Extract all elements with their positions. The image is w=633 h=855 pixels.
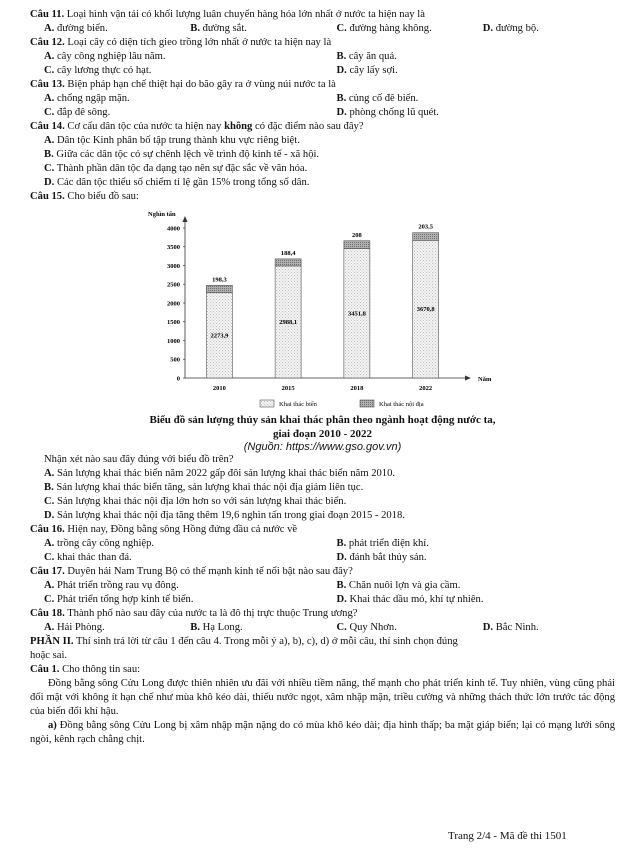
option-text: Khai thác dầu mỏ, khí tự nhiên. xyxy=(349,594,484,605)
options-q16-row1 xyxy=(30,537,615,551)
option-c[interactable] xyxy=(30,495,615,509)
y-tick-label: 1500 xyxy=(167,319,180,327)
options-q12-row1 xyxy=(30,50,615,64)
y-tick-label: 2500 xyxy=(167,281,180,289)
question-16 xyxy=(30,523,615,537)
question-11 xyxy=(30,8,615,22)
option-letter: B. xyxy=(336,51,347,62)
question-number: Câu 1. xyxy=(30,664,60,675)
question-number: Câu 14. xyxy=(30,121,65,132)
option-d[interactable] xyxy=(323,551,616,565)
option-text: Dân tộc Kinh phân bố tập trung thành khu vực riêng biệt. xyxy=(56,135,300,146)
question-text: Cơ cấu dân tộc của nước ta hiện nay xyxy=(64,121,225,132)
option-letter: D. xyxy=(482,23,494,34)
bar-segment xyxy=(344,241,370,249)
exam-page xyxy=(30,8,615,747)
option-letter: A. xyxy=(44,622,55,633)
option-letter: B. xyxy=(44,482,54,493)
option-d[interactable] xyxy=(323,64,616,78)
part-2-heading-cont: hoặc sai. xyxy=(30,650,68,661)
chart-source: (Nguồn: https://www.gso.gov.vn) xyxy=(243,441,402,453)
option-text: Hạ Long. xyxy=(202,622,243,633)
legend-label: Khai thác biển xyxy=(279,401,317,408)
option-letter: C. xyxy=(44,107,55,118)
option-a[interactable] xyxy=(30,92,323,106)
option-c[interactable] xyxy=(30,551,323,565)
option-letter: B. xyxy=(190,622,200,633)
option-letter: B. xyxy=(44,149,54,160)
option-letter: B. xyxy=(336,580,347,591)
option-letter: B. xyxy=(336,538,347,549)
option-letter: C. xyxy=(44,163,55,174)
y-tick-label: 3500 xyxy=(167,244,180,252)
option-text: cây lương thực có hạt. xyxy=(56,65,152,76)
option-letter: C. xyxy=(336,622,347,633)
option-text: đắp đê sông. xyxy=(56,107,111,118)
option-letter: A. xyxy=(44,135,55,146)
x-axis-arrow xyxy=(465,376,471,381)
options-q17-row2 xyxy=(30,593,615,607)
page-footer: Trang 2/4 - Mã đề thi 1501 xyxy=(448,830,567,842)
question-emphasis: không xyxy=(224,121,253,132)
bar-segment xyxy=(275,259,301,266)
question-17 xyxy=(30,565,615,579)
part-label: PHẦN II. xyxy=(30,636,74,647)
question-number: Câu 16. xyxy=(30,524,65,535)
question-number: Câu 15. xyxy=(30,191,65,202)
option-text: cây lấy sợi. xyxy=(349,65,398,76)
option-letter: A. xyxy=(44,538,55,549)
legend-label: Khai thác nội địa xyxy=(379,401,424,408)
option-letter: B. xyxy=(336,93,347,104)
option-text: củng cố đê biển. xyxy=(348,93,419,104)
option-b[interactable] xyxy=(176,22,322,36)
option-letter: A. xyxy=(44,468,55,479)
question-15-prompt: Nhận xét nào sau đây đúng với biểu đồ trên? xyxy=(44,454,234,465)
legend-swatch xyxy=(360,400,374,407)
options-q13-row2 xyxy=(30,106,615,120)
x-tick-label: 2022 xyxy=(419,385,433,392)
option-letter: A. xyxy=(44,23,55,34)
option-text: Hải Phòng. xyxy=(56,622,105,633)
option-b[interactable] xyxy=(30,148,615,162)
question-text: Duyên hải Nam Trung Bộ có thế mạnh kinh tế nổi bật nào sau đây? xyxy=(64,566,353,577)
option-letter: C. xyxy=(44,552,55,563)
question-15 xyxy=(30,190,615,204)
x-tick-label: 2015 xyxy=(281,385,295,392)
option-text: Thành phần dân tộc đa dạng tạo nên sự đặc sắc về văn hóa. xyxy=(56,163,308,174)
data-label: 188,4 xyxy=(280,249,296,257)
option-a[interactable] xyxy=(30,22,176,36)
option-letter: A. xyxy=(44,51,55,62)
option-text: Chăn nuôi lợn và gia cầm. xyxy=(348,580,461,591)
stacked-bar-chart xyxy=(30,206,615,414)
x-axis-label: Năm xyxy=(478,376,492,383)
option-text: chống ngập mặn. xyxy=(56,93,130,104)
x-tick-label: 2018 xyxy=(350,385,364,392)
option-text: đường hàng không. xyxy=(349,23,432,34)
question-text: Cho thông tin sau: xyxy=(59,664,141,675)
question-number: Câu 12. xyxy=(30,37,65,48)
question-text: Biện pháp hạn chế thiệt hại do bão gây ra ở vùng núi nước ta là xyxy=(64,79,336,90)
option-a[interactable] xyxy=(30,579,323,593)
option-text: trồng cây công nghiệp. xyxy=(56,538,155,549)
question-18 xyxy=(30,607,615,621)
option-letter: C. xyxy=(44,594,55,605)
option-text: Phát triển tổng hợp kinh tế biển. xyxy=(56,594,194,605)
option-text: Quy Nhơn. xyxy=(349,622,397,633)
option-d[interactable] xyxy=(469,621,615,635)
option-letter: D. xyxy=(336,552,347,563)
option-letter: C. xyxy=(44,65,55,76)
option-text: Sản lượng khai thác biển tăng, sản lượng khai thác nội địa giảm liên tục. xyxy=(56,482,364,493)
option-text: phòng chống lũ quét. xyxy=(349,107,439,118)
options-q13-row1 xyxy=(30,92,615,106)
y-tick-label: 2000 xyxy=(167,300,180,308)
part-instruction: Thí sinh trả lời từ câu 1 đến câu 4. Trong mỗi ý a), b), c), d) ở mỗi câu, thí sinh chọn đúng xyxy=(73,636,458,647)
option-letter: A. xyxy=(44,93,55,104)
question-text: Loại cây có diện tích gieo trồng lớn nhất ở nước ta hiện nay là xyxy=(64,37,332,48)
option-text: Giữa các dân tộc có sự chênh lệch về trình độ kinh tế - xã hội. xyxy=(56,149,320,160)
option-text: đánh bắt thủy sản. xyxy=(349,552,427,563)
chart-area xyxy=(30,206,615,414)
x-tick-label: 2010 xyxy=(212,385,226,392)
option-a[interactable] xyxy=(30,50,323,64)
question-12 xyxy=(30,36,615,50)
data-label: 2273,9 xyxy=(210,332,229,340)
option-letter: C. xyxy=(44,496,55,507)
option-text: cây công nghiệp lâu năm. xyxy=(56,51,166,62)
option-letter: D. xyxy=(336,107,347,118)
option-text: cây ăn quả. xyxy=(348,51,397,62)
question-text: Thành phố nào sau đây của nước ta là đô thị trực thuộc Trung ương? xyxy=(64,608,358,619)
option-d[interactable] xyxy=(469,22,615,36)
option-c[interactable] xyxy=(30,162,615,176)
option-letter: D. xyxy=(44,510,55,521)
option-text: đường sắt. xyxy=(202,23,247,34)
option-letter: D. xyxy=(482,622,494,633)
option-text: Sản lượng khai thác biển năm 2022 gấp đôi sản lượng khai thác biển năm 2010. xyxy=(56,468,396,479)
y-axis-label: Nghìn tấn xyxy=(148,211,176,218)
option-b[interactable] xyxy=(323,537,616,551)
option-text: đường biển. xyxy=(56,23,108,34)
bar-segment xyxy=(413,233,439,241)
option-text: phát triển điện khí. xyxy=(348,538,429,549)
option-a[interactable] xyxy=(30,134,615,148)
option-text: Phát triển trồng rau vụ đông. xyxy=(56,580,179,591)
options-q11 xyxy=(30,22,615,36)
option-b[interactable] xyxy=(30,481,615,495)
part-2-heading xyxy=(30,635,615,649)
option-text: Sản lượng khai thác nội địa lớn hơn so với sản lượng khai thác biển. xyxy=(56,496,347,507)
data-label: 3451,8 xyxy=(347,310,366,318)
option-text: Bắc Ninh. xyxy=(495,622,539,633)
option-letter: D. xyxy=(44,177,55,188)
question-text: Loại hình vận tải có khối lượng luân chuyển hàng hóa lớn nhất ở nước ta hiện nay là xyxy=(64,9,425,20)
y-tick-label: 1000 xyxy=(167,337,180,345)
data-label: 3670,8 xyxy=(416,306,435,314)
question-number: Câu 17. xyxy=(30,566,65,577)
statement-a[interactable] xyxy=(30,719,615,747)
question-number: Câu 18. xyxy=(30,608,65,619)
question-text: có đặc điểm nào sau đây? xyxy=(252,121,364,132)
option-c[interactable] xyxy=(30,593,323,607)
option-text: đường bộ. xyxy=(495,23,539,34)
chart-title-line-1: Biểu đồ sản lượng thủy sản khai thác phân theo ngành hoạt động nước ta, xyxy=(149,414,496,426)
chart-title-line-2: giai đoạn 2010 - 2022 xyxy=(272,427,372,440)
option-d[interactable] xyxy=(30,509,615,523)
options-q18 xyxy=(30,621,615,635)
options-q17-row1 xyxy=(30,579,615,593)
data-label: 2988,1 xyxy=(279,318,298,326)
y-tick-label: 4000 xyxy=(167,225,180,233)
option-b[interactable] xyxy=(323,92,616,106)
part-2-question-1 xyxy=(30,663,615,677)
option-d[interactable] xyxy=(323,106,616,120)
y-tick-label: 500 xyxy=(170,356,180,364)
data-label: 198,3 xyxy=(212,276,227,284)
option-c[interactable] xyxy=(30,106,323,120)
option-text: Các dân tộc thiểu số chiếm tỉ lệ gần 15% trong tổng số dân. xyxy=(56,177,310,188)
question-14 xyxy=(30,120,615,134)
info-paragraph: Đồng bằng sông Cửu Long được thiên nhiên ưu đãi với nhiều tiềm năng, thế mạnh cho phát triển kinh tế. Tuy nhiên, vùng cũng phải đối mặt với không ít hạn chế như mùa khô kéo dài, thiếu nước ngọt, xâm nhập mặn, triều cường và những thách thức lớn trước tác động của biến đổi khí hậu. xyxy=(30,678,615,717)
option-b[interactable] xyxy=(323,579,616,593)
option-a[interactable] xyxy=(30,467,615,481)
y-tick-label: 0 xyxy=(176,375,180,383)
data-label: 203,5 xyxy=(418,223,433,231)
option-a[interactable] xyxy=(30,537,323,551)
option-text: khai thác than đá. xyxy=(56,552,132,563)
question-number: Câu 13. xyxy=(30,79,65,90)
option-c[interactable] xyxy=(323,22,469,36)
option-text: Sản lượng khai thác nội địa tăng thêm 19,6 nghìn tấn trong giai đoạn 2015 - 2018. xyxy=(56,510,405,521)
option-letter: D. xyxy=(336,594,347,605)
options-q16-row2 xyxy=(30,551,615,565)
option-b[interactable] xyxy=(323,50,616,64)
option-letter: D. xyxy=(336,65,347,76)
statement-text: Đồng bằng sông Cửu Long bị xâm nhập mặn nặng do có mùa khô kéo dài; địa hình thấp; ba mặt giáp biển; lại có mạng lưới sông ngòi, kênh rạch chằng chịt. xyxy=(30,720,615,745)
option-letter: C. xyxy=(336,23,347,34)
y-tick-label: 3000 xyxy=(167,262,180,270)
option-c[interactable] xyxy=(30,64,323,78)
question-13 xyxy=(30,78,615,92)
question-text: Hiện nay, Đồng bằng sông Hồng đứng đầu cả nước về xyxy=(64,524,298,535)
statement-label: a) xyxy=(48,720,57,731)
option-d[interactable] xyxy=(323,593,616,607)
question-number: Câu 11. xyxy=(30,9,65,20)
option-a[interactable] xyxy=(30,621,176,635)
option-d[interactable] xyxy=(30,176,615,190)
bar-segment xyxy=(206,285,232,292)
option-letter: B. xyxy=(190,23,200,34)
legend-swatch xyxy=(260,400,274,407)
option-letter: A. xyxy=(44,580,55,591)
data-label: 208 xyxy=(352,231,362,239)
options-q12-row2 xyxy=(30,64,615,78)
y-axis-arrow xyxy=(183,216,188,222)
option-c[interactable] xyxy=(323,621,469,635)
chart-title xyxy=(30,414,615,441)
option-b[interactable] xyxy=(176,621,322,635)
question-text: Cho biểu đồ sau: xyxy=(64,191,139,202)
